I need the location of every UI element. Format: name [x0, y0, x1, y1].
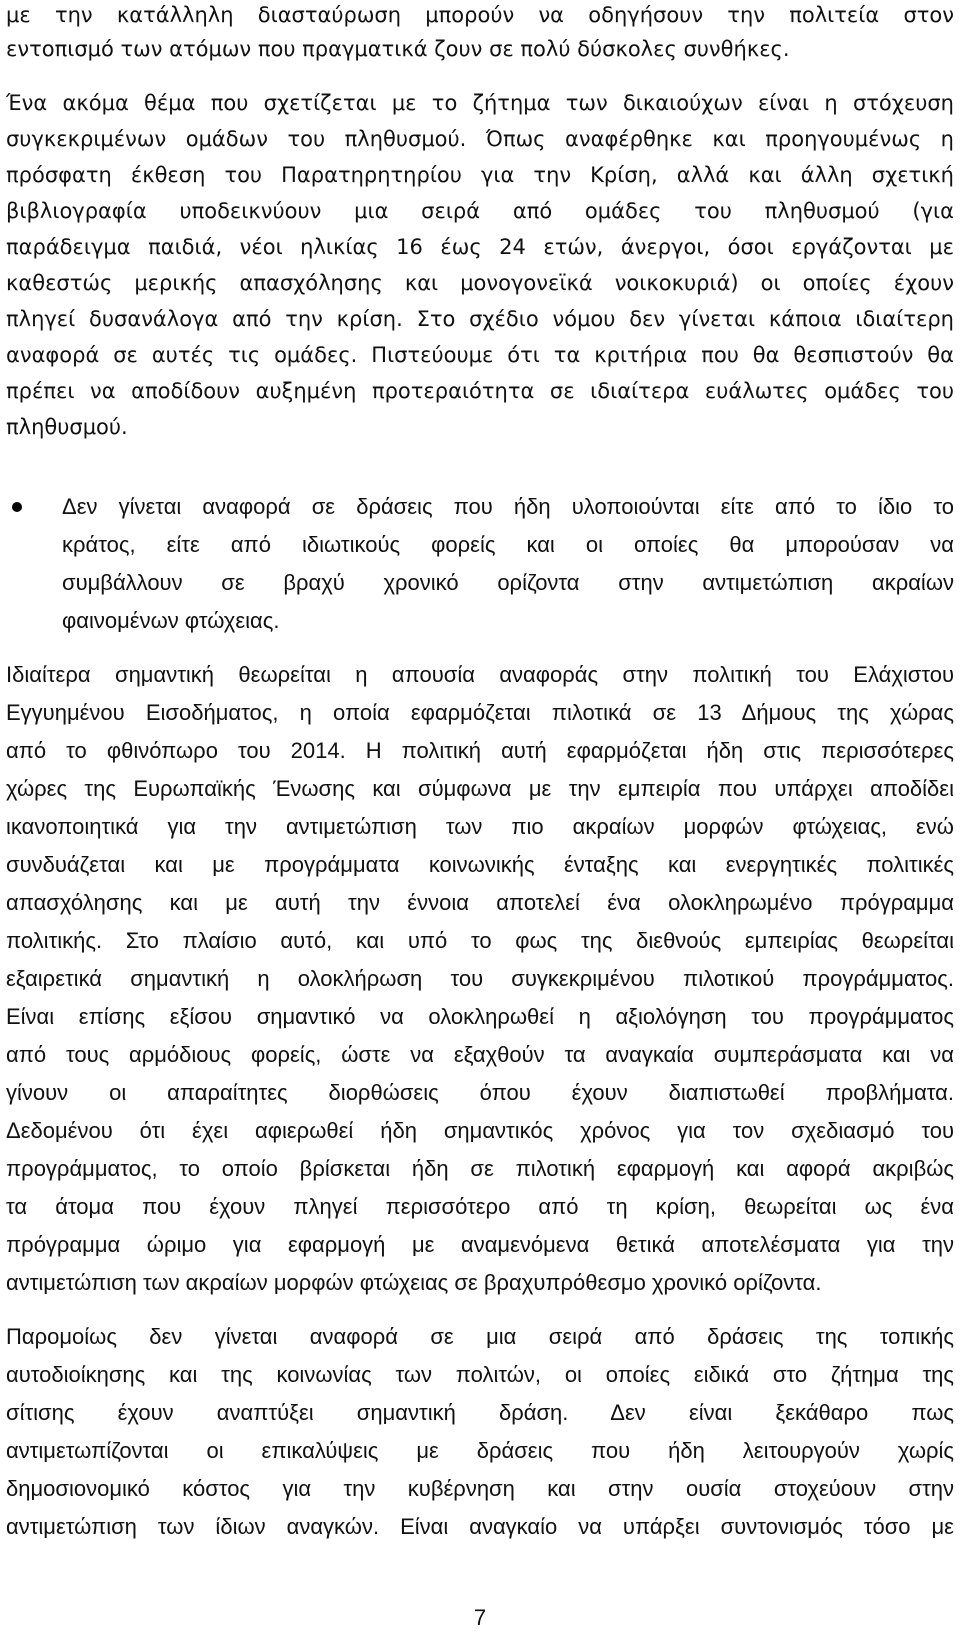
text-line: καθεστώς μερικής απασχόλησης και μονογονεϊκά νοικοκυριά) οι οποίες έχουν — [6, 271, 954, 295]
text-line: αντιμετώπιση των ακραίων μορφών φτώχειας σε βραχυπρόθεσμο χρονικό ορίζοντα. — [6, 1270, 822, 1295]
text-line: πρόσφατη έκθεση του Παρατηρητηρίου για την Κρίση, αλλά και άλλη σχετική — [6, 163, 954, 187]
bullet-text-line: Δεν γίνεται αναφορά σε δράσεις που ήδη υλοποιούνται είτε από το ίδιο το — [62, 494, 954, 519]
text-line: εντοπισμό των ατόμων που πραγματικά ζουν σε πολύ δύσκολες συνθήκες. — [6, 37, 790, 61]
text-line: πολιτικής. Στο πλαίσιο αυτό, και υπό το φως της διεθνούς εμπειρίας θεωρείται — [6, 928, 954, 953]
text-line: Εγγυημένου Εισοδήματος, η οποία εφαρμόζεται πιλοτικά σε 13 Δήμους της χώρας — [6, 700, 954, 725]
text-line: Ένα ακόμα θέμα που σχετίζεται με το ζήτημα των δικαιούχων είναι η στόχευση — [6, 91, 954, 115]
text-line: Παρομοίως δεν γίνεται αναφορά σε μια σειρά από δράσεις της τοπικής — [6, 1324, 954, 1349]
text-line: αντιμετώπιση των ίδιων αναγκών. Είναι αναγκαίο να υπάρξει συντονισμός τόσο με — [6, 1514, 954, 1539]
text-line: με την κατάλληλη διασταύρωση μπορούν να οδηγήσουν την πολιτεία στον — [6, 3, 954, 27]
text-line: τα άτομα που έχουν πληγεί περισσότερο από τη κρίση, θεωρείται ως ένα — [6, 1194, 954, 1219]
text-line: πληθυσμού. — [6, 415, 128, 439]
text-line: αναφορά σε αυτές τις ομάδες. Πιστεύουμε ότι τα κριτήρια που θα θεσπιστούν θα — [6, 343, 954, 367]
page-number: 7 — [473, 1605, 487, 1630]
text-line: δημοσιονομικό κόστος για την κυβέρνηση και στην ουσία στοχεύουν στην — [6, 1476, 954, 1501]
text-line: προγράμματος, το οποίο βρίσκεται ήδη σε πιλοτική εφαρμογή και αφορά ακριβώς — [6, 1156, 954, 1181]
text-line: γίνουν οι απαραίτητες διορθώσεις όπου έχουν διαπιστωθεί προβλήματα. — [6, 1080, 954, 1105]
text-line: Είναι επίσης εξίσου σημαντικό να ολοκληρωθεί η αξιολόγηση του προγράμματος — [6, 1004, 954, 1029]
text-line: Δεδομένου ότι έχει αφιερωθεί ήδη σημαντικός χρόνος για τον σχεδιασμό του — [6, 1118, 954, 1143]
text-line: από τους αρμόδιους φορείς, ώστε να εξαχθούν τα αναγκαία συμπεράσματα και να — [6, 1042, 954, 1067]
text-line: παράδειγμα παιδιά, νέοι ηλικίας 16 έως 24 ετών, άνεργοι, όσοι εργάζονται με — [6, 235, 954, 259]
text-line: αντιμετωπίζονται οι επικαλύψεις με δράσεις που ήδη λειτουργούν χωρίς — [6, 1438, 954, 1463]
bullet-text-line: κράτος, είτε από ιδιωτικούς φορείς και οι οποίες θα μπορούσαν να — [62, 532, 954, 557]
text-line: αυτοδιοίκησης και της κοινωνίας των πολιτών, οι οποίες ειδικά στο ζήτημα της — [6, 1362, 954, 1387]
bullet-marker — [12, 502, 22, 512]
text-line: χώρες της Ευρωπαϊκής Ένωσης και σύμφωνα με την εμπειρία που υπάρχει αποδίδει — [6, 776, 954, 801]
text-line: συγκεκριμένων ομάδων του πληθυσμού. Όπως αναφέρθηκε και προηγουμένως η — [6, 127, 954, 151]
text-line: πρέπει να αποδίδουν αυξημένη προτεραιότητα σε ιδιαίτερα ευάλωτες ομάδες του — [6, 379, 954, 403]
text-line: ικανοποιητικά για την αντιμετώπιση των πιο ακραίων μορφών φτώχειας, ενώ — [6, 814, 954, 839]
bullet-text-line: συμβάλλουν σε βραχύ χρονικό ορίζοντα στην αντιμετώπιση ακραίων — [62, 570, 954, 595]
text-line: Ιδιαίτερα σημαντική θεωρείται η απουσία αναφοράς στην πολιτική του Ελάχιστου — [6, 662, 954, 687]
text-line: από το φθινόπωρο του 2014. Η πολιτική αυτή εφαρμόζεται ήδη στις περισσότερες — [6, 738, 954, 763]
text-line: πληγεί δυσανάλογα από την κρίση. Στο σχέδιο νόμου δεν γίνεται κάποια ιδιαίτερη — [6, 307, 954, 331]
text-line: εξαιρετικά σημαντική η ολοκλήρωση του συγκεκριμένου πιλοτικού προγράμματος. — [6, 966, 954, 991]
text-line: συνδυάζεται και με προγράμματα κοινωνικής ένταξης και ενεργητικές πολιτικές — [6, 852, 954, 877]
bullet-text-line: φαινομένων φτώχειας. — [62, 608, 280, 633]
text-line: απασχόλησης και με αυτή την έννοια αποτελεί ένα ολοκληρωμένο πρόγραμμα — [6, 890, 954, 915]
text-line: σίτισης έχουν αναπτύξει σημαντική δράση. Δεν είναι ξεκάθαρο πως — [6, 1400, 954, 1425]
text-line: πρόγραμμα ώριμο για εφαρμογή με αναμενόμενα θετικά αποτελέσματα για την — [6, 1232, 954, 1257]
text-line: βιβλιογραφία υποδεικνύουν μια σειρά από ομάδες του πληθυσμού (για — [6, 199, 954, 223]
